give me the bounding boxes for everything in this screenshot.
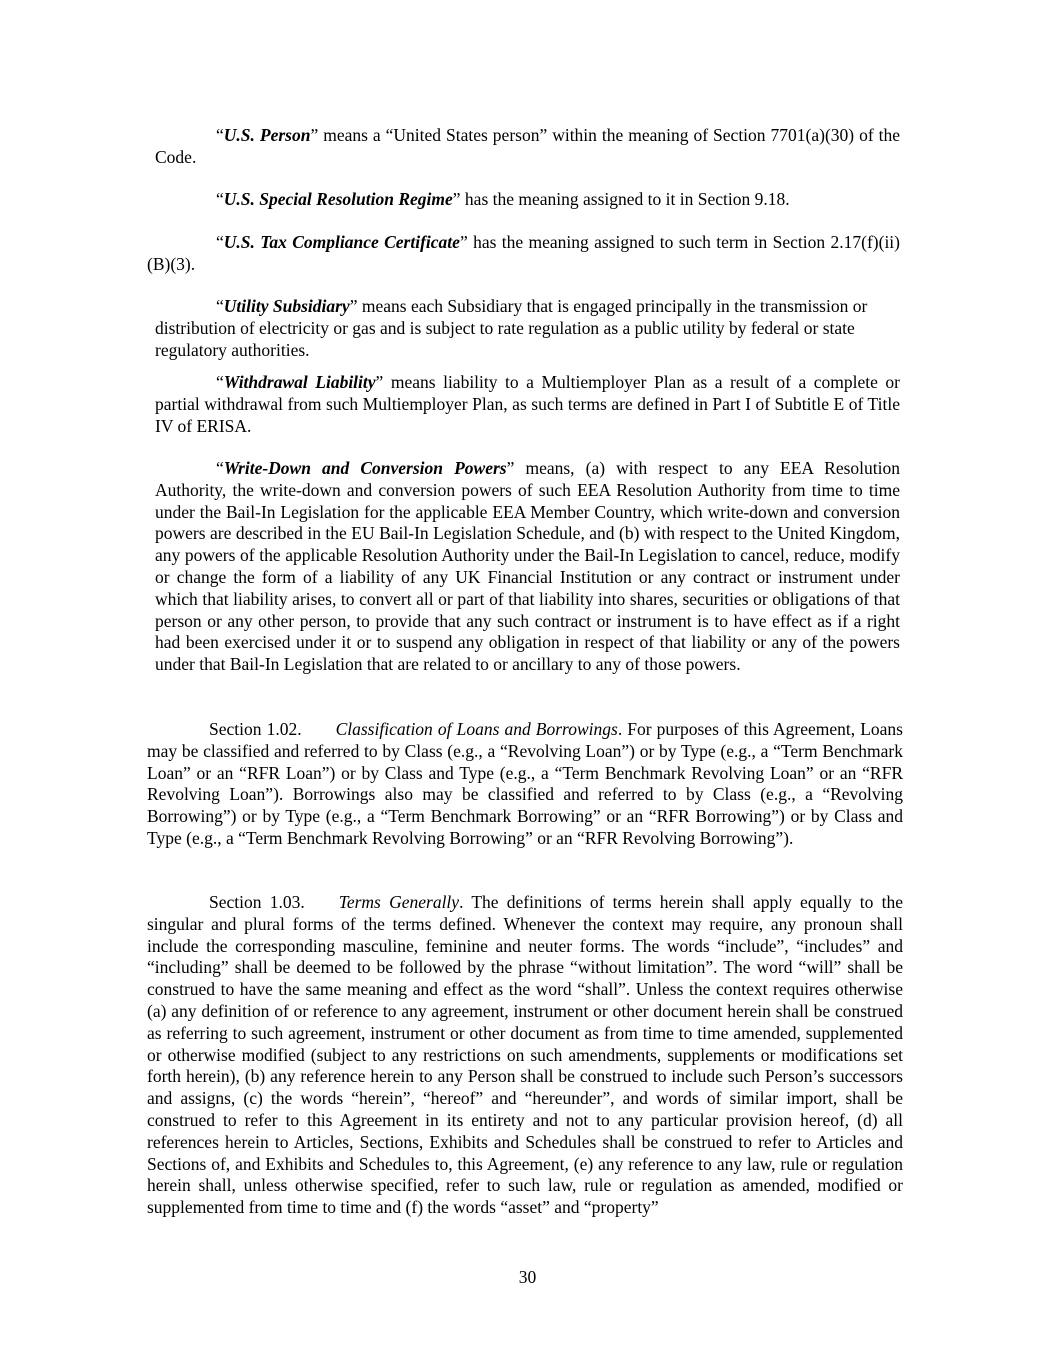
definition-withdrawal-liability: “Withdrawal Liability” means liability to a Multiemployer Plan as a result of a complete or partial withdrawal from such Multiemployer Plan, as such terms are defined in Part I of Subtitle E of Title IV of ERISA. [155, 372, 901, 436]
section-1-02 [147, 719, 903, 850]
definition-us-tax-compliance-certificate: “U.S. Tax Compliance Certificate” has the meaning assigned to such term in Section 2.17(f)(ii)(B)(3). [147, 232, 900, 274]
definition-text: means each Subsidiary that is engaged principally in the transmission or distribution of electricity or gas and is subject to rate regulation as a public utility by federal or state regulatory authorities. [155, 296, 868, 360]
defined-term: Withdrawal Liability [223, 372, 376, 392]
defined-term: Utility Subsidiary [223, 296, 350, 316]
defined-term: U.S. Special Resolution Regime [223, 189, 453, 209]
defined-term: U.S. Person [223, 125, 311, 145]
section-heading: Terms Generally [338, 892, 460, 912]
definition-text: means a “United States person” within the meaning of Section 7701(a)(30) of the Code. [155, 125, 901, 167]
section-1-03 [147, 892, 903, 1219]
definition-text: has the meaning assigned to it in Section 9.18. [460, 189, 790, 209]
page-number: 30 [518, 1267, 537, 1287]
definition-text: means liability to a Multiemployer Plan as a result of a complete or partial withdrawal from such Multiemployer Plan, as such terms are defined in Part I of Subtitle E of Title IV of ERISA. [155, 372, 901, 436]
definition-text: has the meaning assigned to such term in Section 2.17(f)(ii)(B)(3). [147, 232, 900, 274]
definition-us-special-resolution-regime: “U.S. Special Resolution Regime” has the meaning assigned to it in Section 9.18. [216, 189, 790, 209]
section-number: Section 1.02. [209, 719, 302, 739]
section-number: Section 1.03. [209, 892, 305, 912]
defined-term: Write-Down and Conversion Powers [223, 458, 507, 478]
section-text: . The definitions of terms herein shall apply equally to the singular and plural forms of the terms defined. Whenever the context may require, any pronoun shall include the corresponding masculine, feminine and neuter forms. The words “include”, “includes” and “including” shall be deemed to be followed by the phrase “without limitation”. The word “will” shall be construed to have the same meaning and effect as the word “shall”. Unless the context requires otherwise (a) any definition of or reference to any agreement, instrument or other document herein shall be construed as referring to such agreement, instrument or other document as from time to time amended, supplemented or otherwise modified (subject to any restrictions on such amendments, supplements or modifications set forth herein), (b) any reference herein to any Person shall be construed to include such Person’s successors and assigns, (c) the words “herein”, “hereof” and “hereunder”, and words of similar import, shall be construed to refer to this Agreement in its entirety and not to any particular provision hereof, (d) all references herein to Articles, Sections, Exhibits and Schedules shall be construed to refer to Articles and Sections of, and Exhibits and Schedules to, this Agreement, (e) any reference to any law, rule or regulation herein shall, unless otherwise specified, refer to such law, rule or regulation as amended, modified or supplemented from time to time and (f) the words “asset” and “property” [147, 892, 903, 1218]
definition-us-person: “U.S. Person” means a “United States person” within the meaning of Section 7701(a)(30) of the Code. [155, 125, 901, 167]
definition-utility-subsidiary: “Utility Subsidiary” means each Subsidiary that is engaged principally in the transmission or distribution of electricity or gas and is subject to rate regulation as a public utility by federal or state regulatory authorities. [155, 296, 868, 360]
definition-write-down-and-conversion-powers: “Write-Down and Conversion Powers” means, (a) with respect to any EEA Resolution Authority, the write-down and conversion powers of such EEA Resolution Authority from time to time under the Bail-In Legislation for the applicable EEA Member Country, which write-down and conversion powers are described in the EU Bail-In Legislation Schedule, and (b) with respect to the United Kingdom, any powers of the applicable Resolution Authority under the Bail-In Legislation to cancel, reduce, modify or change the form of a liability of any UK Financial Institution or any contract or instrument under which that liability arises, to convert all or part of that liability into shares, securities or obligations of that person or any other person, to provide that any such contract or instrument is to have effect as if a right had been exercised under it or to suspend any obligation in respect of that liability or any of the powers under that Bail-In Legislation that are related to or ancillary to any of those powers. [155, 458, 900, 675]
defined-term: U.S. Tax Compliance Certificate [223, 232, 460, 252]
definition-text: means, (a) with respect to any EEA Resolution Authority, the write-down and conversion powers of such EEA Resolution Authority from time to time under the Bail-In Legislation for the applicable EEA Member Country, which write-down and conversion powers are described in the EU Bail-In Legislation Schedule, and (b) with respect to the United Kingdom, any powers of the applicable Resolution Authority under the Bail-In Legislation to cancel, reduce, modify or change the form of a liability of any UK Financial Institution or any contract or instrument under which that liability arises, to convert all or part of that liability into shares, securities or obligations of that person or any other person, to provide that any such contract or instrument is to have effect as if a right had been exercised under it or to suspend any obligation in respect of that liability or any of the powers under that Bail-In Legislation that are related to or ancillary to any of those powers. [155, 458, 900, 675]
section-heading: Classification of Loans and Borrowings [335, 719, 618, 739]
section-text: . For purposes of this Agreement, Loans may be classified and referred to by Class (e.g., a “Revolving Loan”) or by Type (e.g., a “Term Benchmark Loan” or an “RFR Loan”) or by Class and Type (e.g., a “Term Benchmark Revolving Loan” or an “RFR Revolving Loan”). Borrowings also may be classified and referred to by Class (e.g., a “Revolving Borrowing”) or by Type (e.g., a “Term Benchmark Borrowing” or an “RFR Borrowing”) or by Class and Type (e.g., a “Term Benchmark Revolving Borrowing” or an “RFR Revolving Borrowing”). [147, 719, 903, 848]
